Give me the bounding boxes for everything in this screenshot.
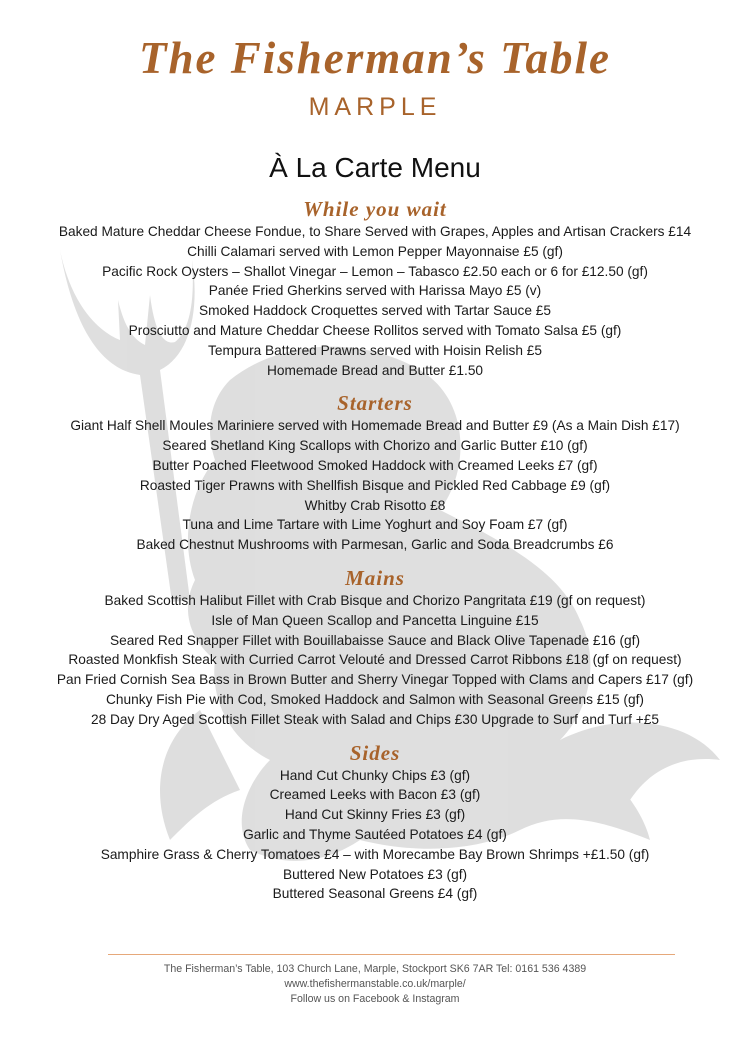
menu-item: Butter Poached Fleetwood Smoked Haddock with Creamed Leeks £7 (gf) (152, 457, 598, 473)
menu-item: Hand Cut Chunky Chips £3 (gf) (279, 767, 471, 783)
menu-item: Baked Scottish Halibut Fillet with Crab Bisque and Chorizo Pangritata £19 (gf on request) (104, 592, 646, 608)
menu-item: Prosciutto and Mature Cheddar Cheese Rollitos served with Tomato Salsa £5 (gf) (128, 322, 622, 338)
section-starters (0, 390, 750, 555)
footer-website-link[interactable]: www.thefishermanstable.co.uk/marple/ (284, 978, 466, 990)
section-heading: Mains (345, 565, 405, 590)
menu-item: Roasted Tiger Prawns with Shellfish Bisque and Pickled Red Cabbage £9 (gf) (139, 477, 611, 493)
menu-item: Seared Red Snapper Fillet with Bouillabaisse Sauce and Black Olive Tapenade £16 (gf) (109, 632, 641, 648)
menu-item: Smoked Haddock Croquettes served with Tartar Sauce £5 (198, 303, 551, 319)
section-heading: Starters (337, 391, 413, 416)
menu-item: Tempura Battered Prawns served with Hoisin Relish £5 (208, 342, 542, 358)
restaurant-title: The Fisherman’s Table (138, 33, 612, 83)
location-label: MARPLE (308, 93, 442, 121)
footer (0, 962, 750, 1007)
footer-address: The Fisherman’s Table, 103 Church Lane, Marple, Stockport SK6 7AR Tel: 0161 536 4389 (163, 963, 587, 975)
menu-item: Roasted Monkfish Steak with Curried Carrot Velouté and Dressed Carrot Ribbons £18 (gf on request) (68, 652, 682, 668)
menu-item: Baked Chestnut Mushrooms with Parmesan, Garlic and Soda Breadcrumbs £6 (136, 537, 614, 553)
section-heading: While you wait (303, 197, 447, 221)
section-sides (0, 740, 750, 905)
menu-item: 28 Day Dry Aged Scottish Fillet Steak with Salad and Chips £30 Upgrade to Surf and Turf +£5 (91, 711, 659, 727)
menu-item: Homemade Bread and Butter £1.50 (266, 362, 484, 378)
menu-item: Pan Fried Cornish Sea Bass in Brown Butter and Sherry Vinegar Topped with Clams and Capers £17 (gf) (56, 672, 694, 688)
section-mains (0, 565, 750, 730)
menu-item: Hand Cut Skinny Fries £3 (gf) (284, 807, 466, 823)
menu-item: Pacific Rock Oysters – Shallot Vinegar – Lemon – Tabasco £2.50 each or 6 for £12.50 (gf) (102, 263, 648, 279)
section-heading: Sides (349, 740, 401, 765)
menu-item: Baked Mature Cheddar Cheese Fondue, to Share Served with Grapes, Apples and Artisan Crackers £14 (58, 224, 692, 239)
menu-item: Chilli Calamari served with Lemon Pepper Mayonnaise £5 (gf) (187, 243, 563, 259)
menu-item: Giant Half Shell Moules Mariniere served with Homemade Bread and Butter £9 (As a Main Dish £17) (70, 418, 680, 434)
section-while-you-wait (0, 196, 750, 380)
menu-item: Seared Shetland King Scallops with Chorizo and Garlic Butter £10 (gf) (162, 438, 588, 454)
menu-item: Panée Fried Gherkins served with Harissa Mayo £5 (v) (208, 283, 542, 299)
menu-item: Chunky Fish Pie with Cod, Smoked Haddock and Salmon with Seasonal Greens £15 (gf) (106, 691, 644, 707)
menu-item: Tuna and Lime Tartare with Lime Yoghurt and Soy Foam £7 (gf) (182, 517, 568, 533)
menu-item: Garlic and Thyme Sautéed Potatoes £4 (gf) (243, 826, 507, 842)
menu-item: Samphire Grass & Cherry Tomatoes £4 – with Morecambe Bay Brown Shrimps +£1.50 (gf) (100, 846, 650, 862)
menu-item: Buttered Seasonal Greens £4 (gf) (272, 886, 478, 902)
menu-item: Buttered New Potatoes £3 (gf) (282, 866, 468, 882)
footer-divider (108, 954, 675, 955)
footer-social: Follow us on Facebook & Instagram (290, 993, 460, 1005)
menu-title: À La Carte Menu (269, 152, 481, 183)
menu-item: Whitby Crab Risotto £8 (304, 497, 446, 513)
menu-item: Creamed Leeks with Bacon £3 (gf) (269, 787, 481, 803)
menu-item: Isle of Man Queen Scallop and Pancetta Linguine £15 (211, 612, 539, 628)
